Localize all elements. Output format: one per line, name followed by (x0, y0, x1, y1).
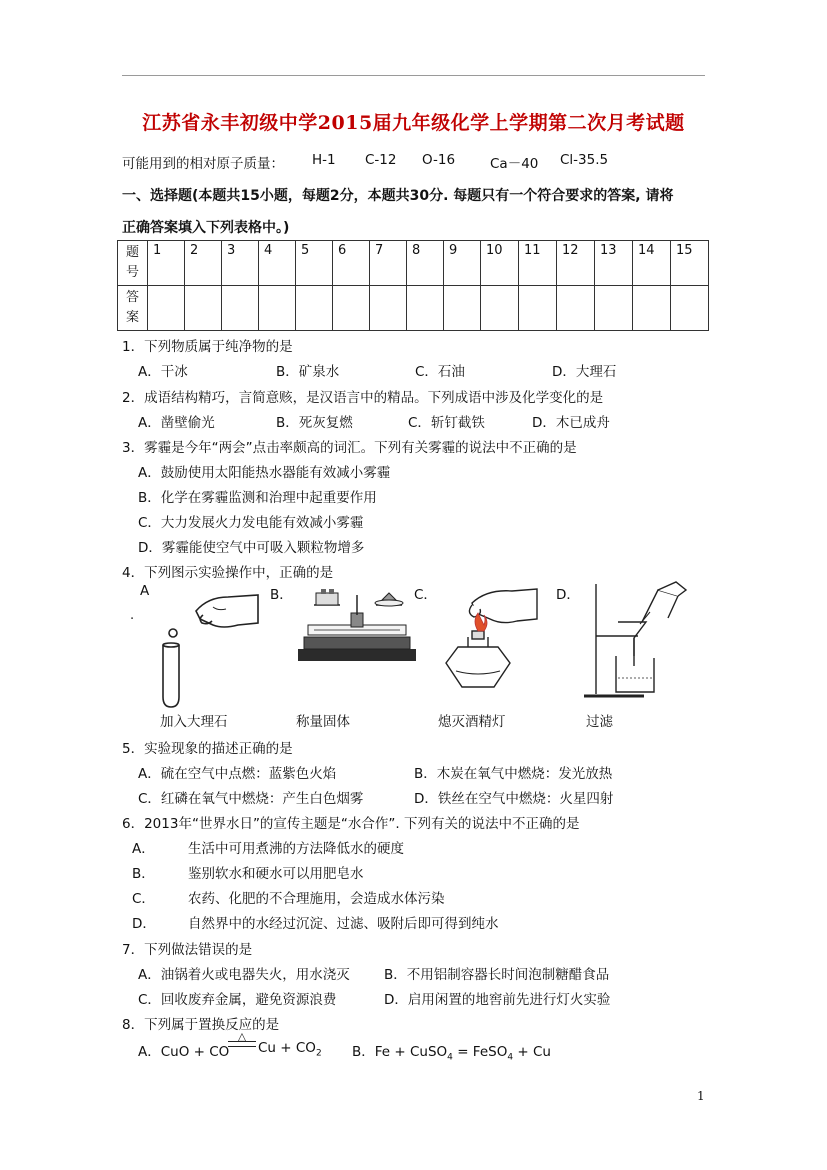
figure-balance (296, 585, 421, 663)
q4-label-b: B． (270, 587, 293, 603)
figure-alcohol-lamp (432, 585, 542, 700)
subscript: 2 (315, 1048, 322, 1059)
q6-stem: 6．2013年“世界水日”的宣传主题是“水合作”. 下列有关的说法中不正确的是 (122, 816, 580, 832)
q6-text-d: 自然界中的水经过沉淀、过滤、吸附后即可得到纯水 (188, 916, 499, 932)
answer-cell[interactable] (557, 286, 595, 331)
q8-option-a-products (258, 1040, 322, 1059)
question-number-cell: 1 (148, 241, 185, 286)
question-number-cell: 3 (222, 241, 259, 286)
heat-symbol: △ (237, 1030, 247, 1043)
q8-stem: 8．下列属于置换反应的是 (122, 1017, 280, 1033)
question-number-cell: 6 (333, 241, 370, 286)
q7-stem: 7．下列做法错误的是 (122, 942, 253, 958)
q2-stem: 2．成语结构精巧，言简意赅，是汉语言中的精品。下列成语中涉及化学变化的是 (122, 390, 604, 406)
q3-option-d: D．雾霾能使空气中可吸入颗粒物增多 (138, 540, 365, 556)
answer-cell[interactable] (481, 286, 519, 331)
section-heading-line2: 正确答案填入下列表格中。) (122, 220, 290, 236)
q4-stem: 4．下列图示实验操作中，正确的是 (122, 565, 334, 581)
q4-label-a: A (140, 583, 150, 599)
q2-option-a: A．凿壁偷光 (138, 415, 215, 431)
answer-cell[interactable] (370, 286, 407, 331)
q1-stem: 1．下列物质属于纯净物的是 (122, 339, 293, 355)
q6-letter-a: A． (132, 841, 155, 857)
answer-cell[interactable] (148, 286, 185, 331)
q2-option-c: C．斩钉截铁 (408, 415, 485, 431)
q8-option-b (352, 1040, 551, 1063)
subscript: 4 (507, 1052, 514, 1063)
q8-option-b-text2: = FeSO (452, 1044, 508, 1060)
answer-cell[interactable] (222, 286, 259, 331)
question-number-cell: 14 (633, 241, 671, 286)
q5-option-b: B．木炭在氧气中燃烧：发光放热 (414, 766, 613, 782)
svg-text:.: . (130, 608, 135, 623)
q7-option-c: C．回收废弃金属，避免资源浪费 (138, 992, 337, 1008)
question-number-cell: 15 (671, 241, 709, 286)
answer-cell[interactable] (185, 286, 222, 331)
header-char: 答 (125, 290, 139, 305)
answer-table-number-row (118, 241, 709, 286)
atomic-mass-label: 可能用到的相对原子质量： (122, 156, 284, 172)
header-rule (122, 75, 705, 76)
question-number-cell: 10 (481, 241, 519, 286)
header-char: 案 (125, 310, 139, 325)
atomic-mass-line (122, 152, 609, 172)
mass-c: C-12 (365, 152, 397, 168)
answer-table-header-cell (118, 241, 148, 286)
answer-cell[interactable] (595, 286, 633, 331)
q6-text-a: 生活中可用煮沸的方法降低水的硬度 (188, 841, 404, 857)
q3-option-c: C．大力发展火力发电能有效减小雾霾 (138, 515, 364, 531)
q8-option-a-reactants: A．CuO + CO (138, 1044, 230, 1060)
caption-d: 过滤 (586, 714, 613, 730)
caption-c: 熄灭酒精灯 (438, 714, 506, 730)
q3-option-b: B．化学在雾霾监测和治理中起重要作用 (138, 490, 377, 506)
q6-letter-c: C． (132, 891, 155, 907)
q2-option-b: B．死灰复燃 (276, 415, 353, 431)
q7-option-d: D．启用闲置的地窖前先进行灯火实验 (384, 992, 611, 1008)
header-char: 题 (125, 245, 139, 260)
q5-option-d: D．铁丝在空气中燃烧：火星四射 (414, 791, 614, 807)
q3-stem: 3．雾霾是今年“两会”点击率颇高的词汇。下列有关雾霾的说法中不正确的是 (122, 440, 577, 456)
question-number-cell: 2 (185, 241, 222, 286)
equals-sign (228, 1041, 256, 1047)
q6-letter-b: B． (132, 866, 155, 882)
q7-option-a: A．油锅着火或电器失火，用水浇灭 (138, 967, 350, 983)
mass-ca: Ca－40 (490, 156, 539, 172)
page-number: 1 (697, 1089, 705, 1103)
question-number-cell: 9 (444, 241, 481, 286)
exam-title: 江苏省永丰初级中学2015届九年级化学上学期第二次月考试题 (142, 112, 685, 134)
mass-cl: Cl-35.5 (560, 152, 609, 168)
answer-cell[interactable] (519, 286, 557, 331)
answer-cell[interactable] (296, 286, 333, 331)
q5-option-a: A．硫在空气中点燃：蓝紫色火焰 (138, 766, 337, 782)
q1-option-c: C．石油 (415, 364, 465, 380)
q6-letter-d: D． (132, 916, 156, 932)
q8-option-b-text3: + Cu (513, 1044, 551, 1060)
q1-option-a: A．干冰 (138, 364, 188, 380)
answer-table (117, 240, 709, 331)
question-number-cell: 8 (407, 241, 444, 286)
answer-table-answer-row (118, 286, 709, 331)
answer-cell[interactable] (444, 286, 481, 331)
answer-table-header-cell (118, 286, 148, 331)
header-char: 号 (125, 265, 139, 280)
answer-cell[interactable] (259, 286, 296, 331)
q7-option-b: B．不用铝制容器长时间泡制糖醋食品 (384, 967, 610, 983)
q6-text-b: 鉴别软水和硬水可以用肥皂水 (188, 866, 364, 882)
question-number-cell: 7 (370, 241, 407, 286)
mass-o: O-16 (422, 152, 456, 168)
answer-cell[interactable] (333, 286, 370, 331)
q8-option-a-products-text: Cu + CO (258, 1040, 316, 1056)
question-number-cell: 13 (595, 241, 633, 286)
q6-text-c: 农药、化肥的不合理施用，会造成水体污染 (188, 891, 445, 907)
q5-option-c: C．红磷在氧气中燃烧：产生白色烟雾 (138, 791, 364, 807)
section-heading-line1: 一、选择题(本题共15小题，每题2分，本题共30分. 每题只有一个符合要求的答案, 请将 (122, 188, 674, 204)
question-number-cell: 4 (259, 241, 296, 286)
q1-option-d: D．大理石 (552, 364, 617, 380)
question-number-cell: 12 (557, 241, 595, 286)
answer-cell[interactable] (407, 286, 444, 331)
question-number-cell: 5 (296, 241, 333, 286)
figure-filtration (580, 578, 705, 703)
figure-add-marble (128, 585, 263, 710)
q4-label-c: C． (414, 587, 437, 603)
caption-b: 称量固体 (296, 714, 350, 730)
answer-cell[interactable] (671, 286, 709, 331)
q8-option-b-text1: B．Fe + CuSO (352, 1044, 448, 1060)
q4-label-d: D． (556, 587, 580, 603)
q1-option-b: B．矿泉水 (276, 364, 340, 380)
subscript: 4 (447, 1052, 453, 1063)
question-number-cell: 11 (519, 241, 557, 286)
q5-stem: 5．实验现象的描述正确的是 (122, 741, 293, 757)
answer-cell[interactable] (633, 286, 671, 331)
q3-option-a: A．鼓励使用太阳能热水器能有效减小雾霾 (138, 465, 391, 481)
mass-h: H-1 (312, 152, 336, 168)
q2-option-d: D．木已成舟 (532, 415, 610, 431)
caption-a: 加入大理石 (160, 714, 228, 730)
